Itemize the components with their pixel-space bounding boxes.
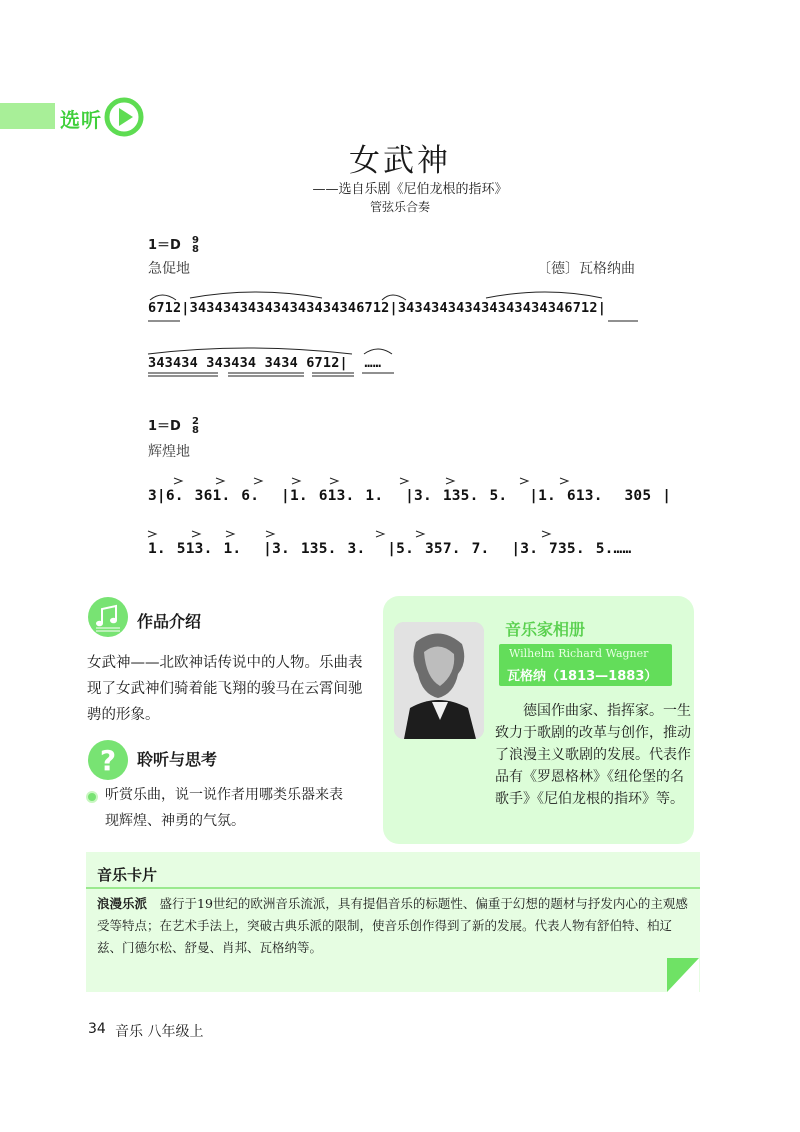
- music-note-icon: [88, 597, 128, 637]
- score2-line2: 1. 513. 1. |3. 135. 3. |5. 357. 7. |3. 735. 5.……: [148, 541, 632, 557]
- score1-underlines: [146, 319, 646, 327]
- score1-tempo: 急促地: [148, 261, 190, 277]
- score2-line1: 3|6. 361. 6. |1. 613. 1. |3. 135. 5. |1. 613. 305 |: [148, 488, 672, 504]
- card-divider: [86, 887, 700, 889]
- score1-line2-slurs: [146, 342, 446, 356]
- musician-name-en: Wilhelm Richard Wagner: [509, 647, 649, 660]
- book-title: 音乐 八年级上: [115, 1024, 204, 1040]
- score2-meter: 2 8: [191, 415, 199, 436]
- wagner-portrait: [394, 622, 484, 739]
- score2-tempo: 辉煌地: [148, 444, 190, 460]
- page-number: 34: [88, 1021, 106, 1037]
- intro-heading: 作品介绍: [137, 612, 202, 631]
- page-curl-corner: [667, 958, 699, 992]
- score1-line2: 343434 343434 3434 6712| ……: [148, 355, 382, 371]
- section-tab-bar: [0, 103, 55, 129]
- score2-accents2: [146, 527, 646, 541]
- score1-meter: 9 8: [191, 234, 199, 255]
- listen-think-item: 听赏乐曲，说一说作者用哪类乐器来表现辉煌、神勇的气氛。: [105, 787, 343, 829]
- musician-name-cn: 瓦格纳（1813—1883）: [507, 669, 658, 684]
- card-body: [97, 893, 691, 959]
- card-term: 浪漫乐派: [97, 896, 148, 911]
- album-heading: 音乐家相册: [505, 620, 586, 639]
- card-text: 盛行于19世纪的欧洲音乐流派，具有提倡音乐的标题性、偏重于幻想的题材与抒发内心的主观感受等特点；在艺术手法上，突破古典乐派的限制，使音乐创作得到了新的发展。代表人物有舒伯特、柏辽兹、门德尔松、舒曼、肖邦、瓦格纳等。: [97, 896, 688, 955]
- piece-title: 女武神: [349, 143, 451, 179]
- card-heading: 音乐卡片: [97, 866, 158, 884]
- score2-accents1: [146, 474, 646, 488]
- score1-line1: 6712|343434343434343434346712|343434343434343434346712|: [148, 300, 607, 316]
- score1-line2-underlines: [146, 371, 406, 379]
- svg-text:?: ?: [99, 744, 117, 777]
- piece-ensemble: 管弦乐合奏: [369, 200, 430, 214]
- score1-key: 1＝D 9 8: [148, 234, 199, 255]
- composer-credit: 〔德〕瓦格纳曲: [537, 261, 635, 277]
- musician-bio: 德国作曲家、指挥家。一生致力于歌剧的改革与创作，推动了浪漫主义歌剧的发展。代表作品有《罗恩格林》《纽伦堡的名歌手》《尼伯龙根的指环》等。: [495, 703, 691, 807]
- score2-key: 1＝D 2 8: [148, 415, 199, 436]
- section-label: 选听: [60, 108, 102, 132]
- bullet-dot: [86, 791, 98, 803]
- intro-text: 女武神——北欧神话传说中的人物。乐曲表现了女武神们骑着能飞翔的骏马在云霄间驰骋的形象。: [87, 655, 363, 723]
- listen-think-heading: 聆听与思考: [137, 750, 218, 769]
- piece-subtitle: ——选自乐剧《尼伯龙根的指环》: [312, 182, 508, 197]
- question-icon: [88, 740, 128, 780]
- play-icon: [104, 97, 144, 137]
